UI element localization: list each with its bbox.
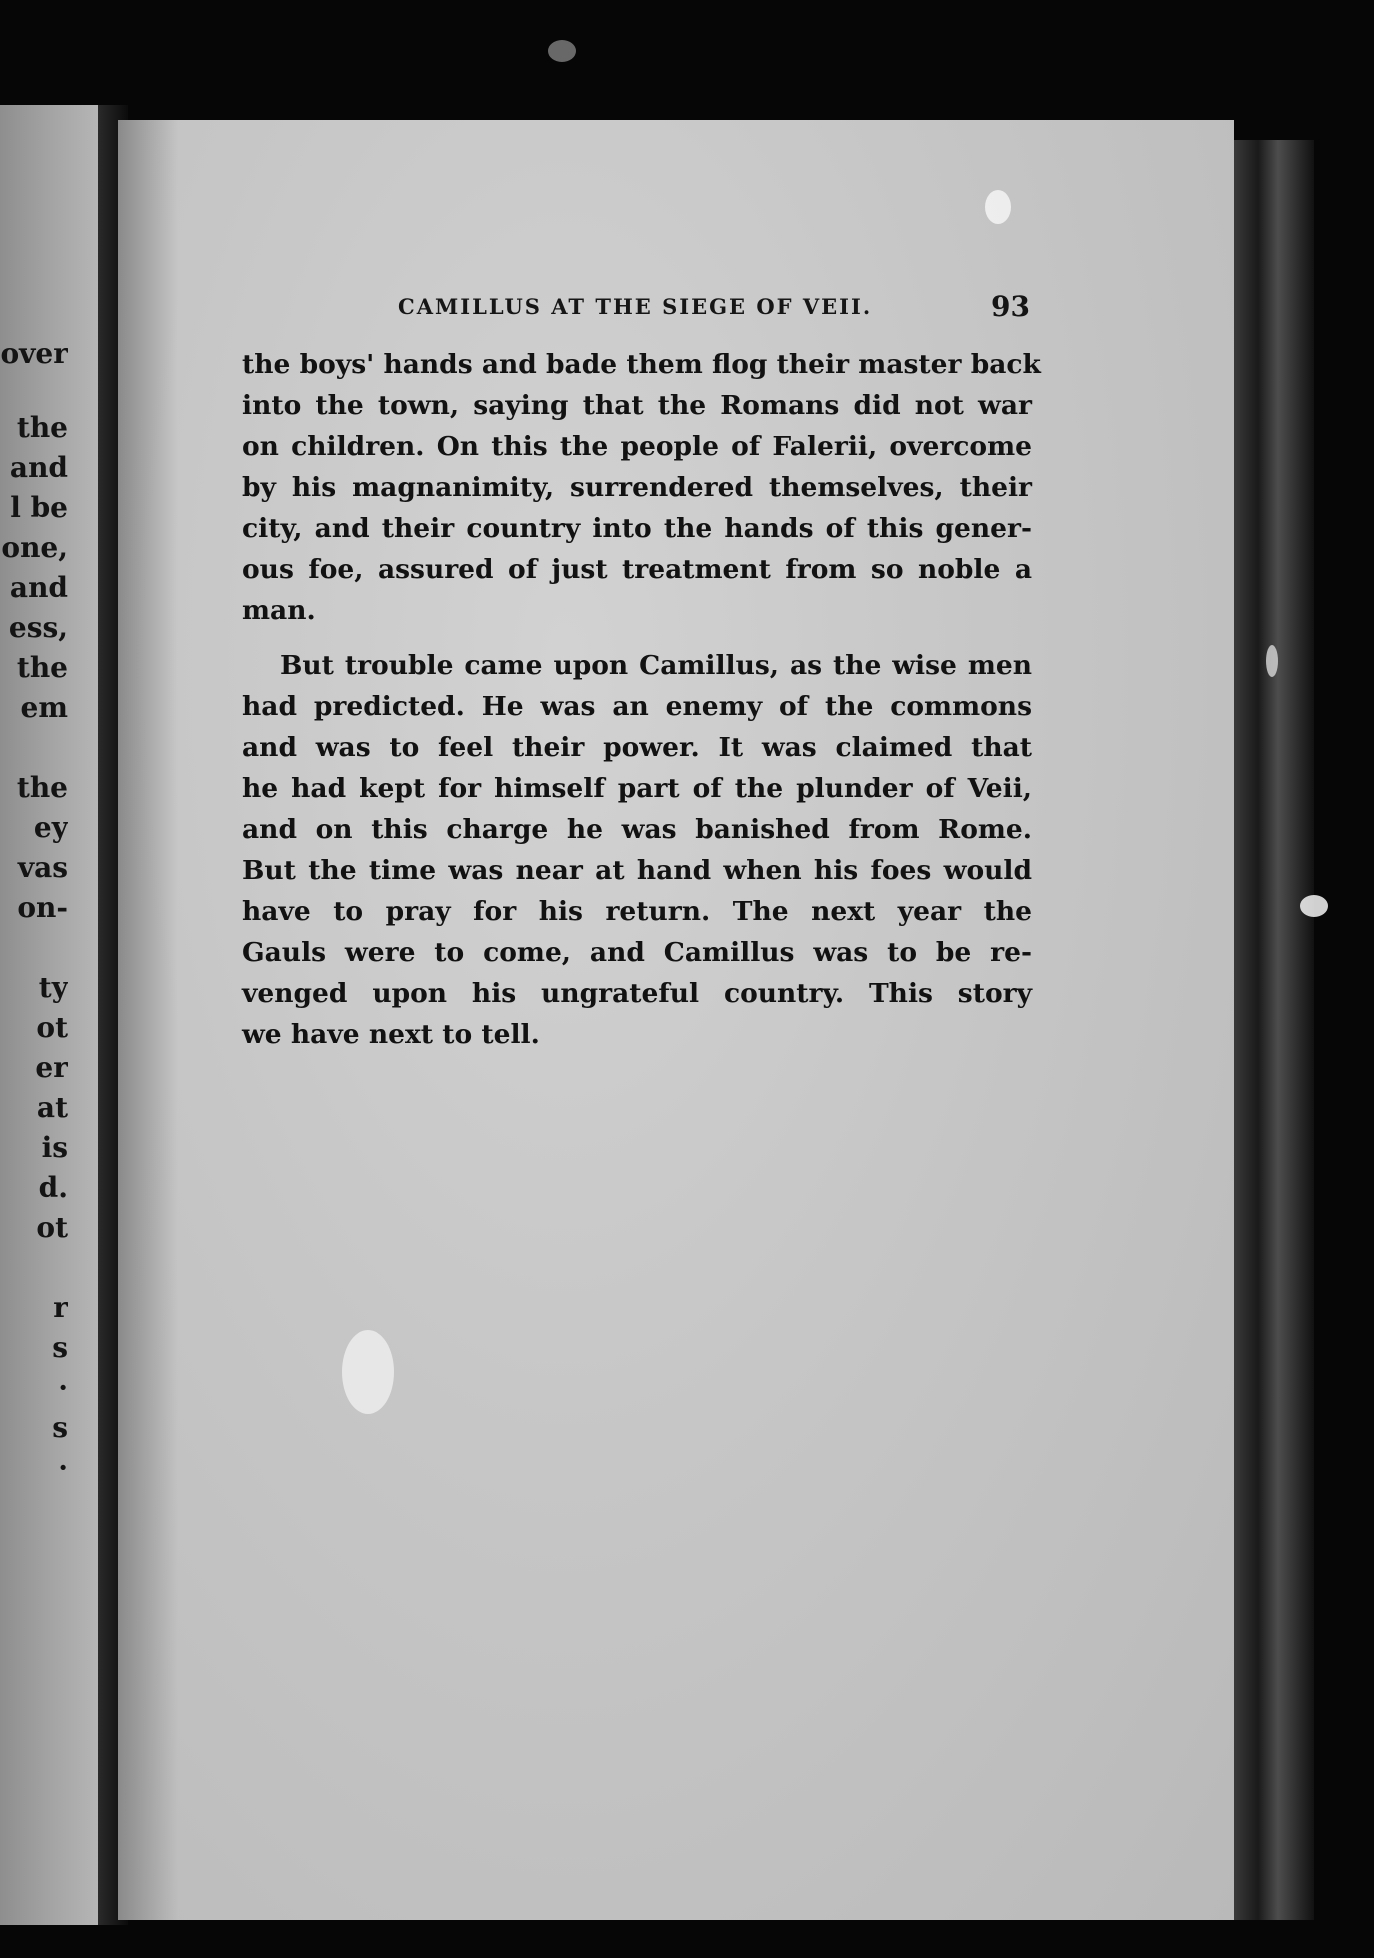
text-line: we have next to tell. <box>242 1019 540 1050</box>
scan-speck <box>342 1330 394 1414</box>
left-page-fragment: ot <box>36 1011 68 1044</box>
text-line: But the time was near at hand when his foes would <box>242 855 1032 886</box>
left-page-fragment: em <box>20 691 68 724</box>
text-line: had predicted. He was an enemy of the commons <box>242 691 1032 722</box>
left-page-fragment: r <box>53 1291 68 1324</box>
left-page-fragment: ey <box>33 811 68 844</box>
left-page-fragment: one, <box>1 531 68 564</box>
text-line: man. <box>242 595 316 626</box>
text-line: venged upon his ungrateful country. This story <box>242 978 1032 1009</box>
text-line: on children. On this the people of Falerii, overcome <box>242 431 1032 462</box>
left-page-fragment: ess, <box>8 611 68 644</box>
text-line: have to pray for his return. The next year the <box>242 896 1032 927</box>
left-page-fragment: over <box>0 337 68 370</box>
scan-speck <box>1266 645 1278 677</box>
text-line: by his magnanimity, surrendered themselves, their <box>242 472 1032 503</box>
text-line: into the town, saying that the Romans did not war <box>242 390 1032 421</box>
text-line: ous foe, assured of just treatment from so noble a <box>242 554 1032 585</box>
left-page-fragment: the <box>16 651 68 684</box>
text-line: Gauls were to come, and Camillus was to be re- <box>242 937 1032 968</box>
page-body-text <box>242 344 1041 1055</box>
left-page-fragment: d. <box>38 1171 68 1204</box>
text-line: and was to feel their power. It was claimed that <box>242 732 1032 763</box>
left-page-fragment: s <box>52 1331 68 1364</box>
book-edge-right <box>1234 140 1314 1920</box>
running-head <box>398 290 1038 330</box>
left-page-fragment: ot <box>36 1211 68 1244</box>
scan-speck <box>1300 895 1328 917</box>
text-line: the boys' hands and bade them flog their master back <box>242 349 1041 380</box>
scan-speck <box>548 40 576 62</box>
left-page-fragment: and <box>9 571 68 604</box>
text-line: he had kept for himself part of the plunder of Veii, <box>242 773 1032 804</box>
left-page-fragment: l be <box>10 491 68 524</box>
left-page-fragment: is <box>41 1131 68 1164</box>
left-page-fragment: the <box>16 411 68 444</box>
scan-speck <box>985 190 1011 224</box>
text-line: and on this charge he was banished from Rome. <box>242 814 1032 845</box>
left-page-fragment: s <box>52 1411 68 1444</box>
left-page-fragment: vas <box>17 851 68 884</box>
left-page-fragment: the <box>16 771 68 804</box>
page-number: 93 <box>991 290 1030 323</box>
left-page-fragment: er <box>35 1051 68 1084</box>
left-page-fragment: · <box>58 1451 68 1484</box>
left-page-fragment: and <box>9 451 68 484</box>
running-title: CAMILLUS AT THE SIEGE OF VEII. <box>398 294 873 319</box>
left-page-fragment: at <box>36 1091 68 1124</box>
text-line: But trouble came upon Camillus, as the wise men <box>280 650 1032 681</box>
left-page-fragment: on- <box>17 891 68 924</box>
page-edge-shadow <box>118 120 178 1920</box>
left-page-fragment: ty <box>38 971 68 1004</box>
left-page-fragment: · <box>58 1371 68 1404</box>
text-line: city, and their country into the hands of this gener- <box>242 513 1032 544</box>
